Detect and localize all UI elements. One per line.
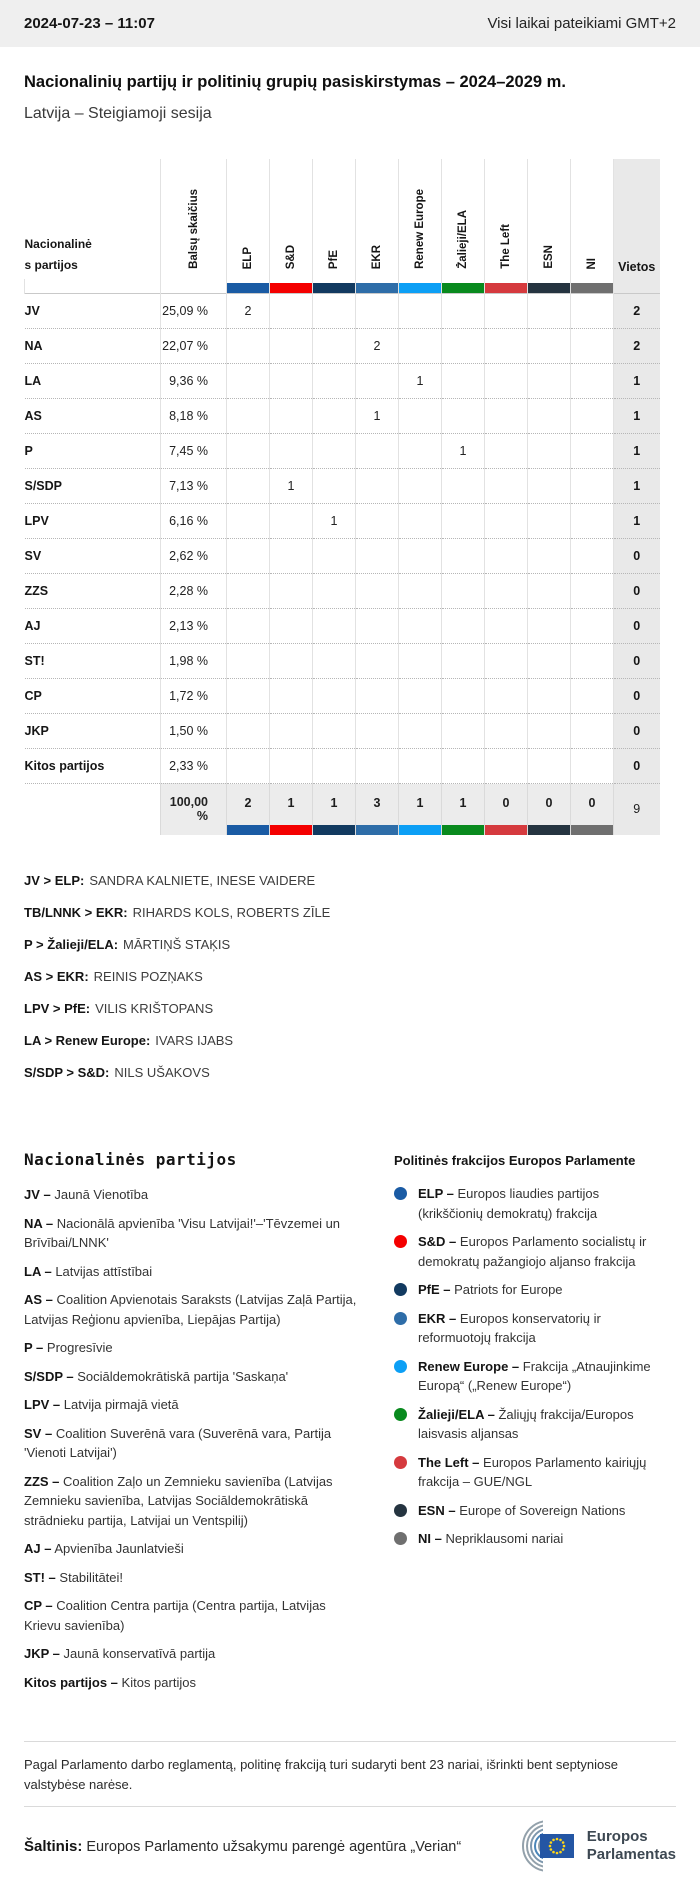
- group-cell: [528, 573, 571, 608]
- group-cell: [227, 748, 270, 783]
- group-color-bar: [399, 283, 441, 293]
- total-seats-cell: 9: [614, 783, 660, 835]
- group-color-bar: [442, 825, 484, 835]
- group-cell: [528, 748, 571, 783]
- group-cell: [485, 573, 528, 608]
- group-header-elp: ELP: [242, 246, 254, 269]
- group-legend-heading: Politinės frakcijos Europos Parlamente: [394, 1153, 636, 1168]
- votes-cell: 2,62 %: [161, 538, 227, 573]
- party-cell: ST!: [24, 653, 45, 668]
- table-row: [25, 748, 660, 783]
- group-cell: 1: [356, 398, 399, 433]
- group-cell: [356, 468, 399, 503]
- group-legend-item: PfE – Patriots for Europe: [394, 1280, 652, 1300]
- group-cell: [270, 398, 313, 433]
- group-cell: [571, 328, 614, 363]
- party-cell: LPV: [24, 513, 49, 528]
- group-cell: [227, 573, 270, 608]
- party-legend-item: LPV – Latvija pirmajā vietā: [24, 1397, 179, 1412]
- table-row: [25, 433, 660, 468]
- seats-cell: 0: [614, 643, 660, 678]
- group-cell: [399, 398, 442, 433]
- party-legend-item: SV – Coalition Suverēnā vara (Suverēnā vara, Partija 'Vienoti Latvijai'): [24, 1425, 332, 1460]
- group-header-ni: NI: [586, 257, 598, 269]
- party-cell: JKP: [24, 723, 49, 738]
- group-cell: [313, 538, 356, 573]
- party-cell: SV: [24, 548, 42, 563]
- group-cell: [528, 293, 571, 328]
- table-row: [25, 678, 660, 713]
- group-color-dot: [394, 1312, 407, 1325]
- first-col-header: Nacionalinės partijos: [24, 236, 92, 273]
- group-cell: [528, 643, 571, 678]
- group-cell: [356, 538, 399, 573]
- group-color-dot: [394, 1360, 407, 1373]
- seats-cell: 0: [614, 713, 660, 748]
- group-cell: [571, 643, 614, 678]
- group-cell: [356, 748, 399, 783]
- group-cell: [442, 643, 485, 678]
- votes-cell: 1,72 %: [161, 678, 227, 713]
- timezone-note: Visi laikai pateikiami GMT+2: [487, 15, 676, 32]
- votes-cell: 1,98 %: [161, 643, 227, 678]
- table-header-row: [25, 159, 660, 279]
- party-cell: JV: [24, 303, 40, 318]
- votes-cell: 2,28 %: [161, 573, 227, 608]
- total-group-cell: 0: [571, 783, 614, 835]
- group-cell: [571, 293, 614, 328]
- group-color-dot: [394, 1456, 407, 1469]
- party-legend-item: Kitos partijos – Kitos partijos: [24, 1674, 196, 1690]
- group-color-dot: [394, 1187, 407, 1200]
- seats-cell: 0: [614, 538, 660, 573]
- total-blank-cell: [25, 783, 161, 835]
- group-cell: [313, 713, 356, 748]
- group-cell: [313, 573, 356, 608]
- group-color-dot: [394, 1235, 407, 1248]
- group-cell: 1: [270, 468, 313, 503]
- group-header-sd: S&D: [285, 244, 297, 269]
- group-cell: [227, 678, 270, 713]
- group-cell: [270, 573, 313, 608]
- group-cell: [485, 678, 528, 713]
- group-cell: 1: [313, 503, 356, 538]
- group-cell: [399, 748, 442, 783]
- group-cell: [313, 643, 356, 678]
- group-cell: [356, 643, 399, 678]
- group-cell: [571, 713, 614, 748]
- party-legend-item: ST! – Stabilitātei!: [24, 1569, 124, 1585]
- group-cell: [485, 538, 528, 573]
- group-cell: [356, 678, 399, 713]
- party-legend-item: S/SDP – Sociāldemokrātiskā partija 'Saskaņa': [24, 1368, 289, 1384]
- group-cell: [313, 468, 356, 503]
- group-cell: [399, 713, 442, 748]
- total-group-cell: 3: [356, 783, 399, 835]
- footnote: Pagal Parlamento darbo reglamentą, politinę frakciją turi sudaryti bent 23 nariai, išrinkti bent septyniose valstybėse narėse.: [24, 1757, 618, 1792]
- seats-cell: 1: [614, 363, 660, 398]
- group-cell: [356, 573, 399, 608]
- ep-logo: [496, 1820, 676, 1872]
- party-legend-item: P – Progresīvie: [24, 1340, 113, 1355]
- group-cell: [270, 538, 313, 573]
- group-legend-item: NI – Nepriklausomi nariai: [394, 1529, 652, 1549]
- group-cell: [571, 433, 614, 468]
- legend-section: [24, 1150, 676, 1701]
- delegation-line: AS > EKR: REINIS POZŅAKS: [24, 969, 203, 984]
- group-cell: [442, 538, 485, 573]
- group-cell: [442, 608, 485, 643]
- group-cell: [528, 433, 571, 468]
- report-datetime: 2024-07-23 – 11:07: [24, 15, 155, 32]
- group-cell: [270, 713, 313, 748]
- table-row: [25, 363, 660, 398]
- delegation-line: S/SDP > S&D: NILS UŠAKOVS: [24, 1065, 210, 1080]
- group-cell: [528, 608, 571, 643]
- group-cell: [485, 468, 528, 503]
- group-cell: [442, 678, 485, 713]
- group-cell: [485, 363, 528, 398]
- group-color-bar: [399, 825, 441, 835]
- group-cell: [571, 468, 614, 503]
- group-color-bar: [313, 283, 355, 293]
- group-cell: [399, 328, 442, 363]
- seats-table: [24, 159, 660, 835]
- seats-cell: 1: [614, 503, 660, 538]
- group-cell: [227, 608, 270, 643]
- group-cell: [399, 293, 442, 328]
- group-color-bar: [442, 283, 484, 293]
- group-cell: [399, 608, 442, 643]
- group-cell: [313, 748, 356, 783]
- group-cell: [399, 503, 442, 538]
- votes-cell: 9,36 %: [161, 363, 227, 398]
- group-color-bar: [528, 825, 570, 835]
- votes-cell: 22,07 %: [161, 328, 227, 363]
- group-color-dot: [394, 1532, 407, 1545]
- party-legend-item: AS – Coalition Apvienotais Saraksts (Latvijas Zaļā Partija, Latvijas Reģionu apvienība, Liepājas Partija): [24, 1292, 357, 1327]
- seats-cell: 1: [614, 398, 660, 433]
- group-cell: [485, 503, 528, 538]
- seats-cell: 1: [614, 468, 660, 503]
- group-cell: [485, 608, 528, 643]
- delegation-line: JV > ELP: SANDRA KALNIETE, INESE VAIDERE: [24, 873, 316, 888]
- delegation-line: TB/LNNK > EKR: RIHARDS KOLS, ROBERTS ZĪLE: [24, 905, 331, 920]
- group-cell: [399, 573, 442, 608]
- group-cell: [227, 363, 270, 398]
- group-cell: [528, 363, 571, 398]
- group-cell: [571, 573, 614, 608]
- group-legend-item: The Left – Europos Parlamento kairiųjų frakcija – GUE/NGL: [394, 1453, 652, 1492]
- seats-cell: 2: [614, 328, 660, 363]
- group-color-dot: [394, 1504, 407, 1517]
- group-cell: [571, 538, 614, 573]
- party-cell: Kitos partijos: [24, 758, 105, 773]
- group-cell: [485, 328, 528, 363]
- group-color-bar: [485, 825, 527, 835]
- delegation-line: P > Žalieji/ELA: MĀRTIŅŠ STAĶIS: [24, 937, 231, 952]
- votes-header: Balsų skaičius: [187, 189, 200, 269]
- source-row: [24, 1815, 676, 1877]
- group-color-bar: [485, 283, 527, 293]
- group-legend-item: Renew Europe – Frakcija „Atnaujinkime Europą“ („Renew Europe“): [394, 1357, 652, 1396]
- group-cell: [227, 468, 270, 503]
- table-row: [25, 573, 660, 608]
- divider: [24, 1806, 676, 1807]
- votes-cell: 8,18 %: [161, 398, 227, 433]
- total-group-cell: 2: [227, 783, 270, 835]
- group-cell: [442, 748, 485, 783]
- group-cell: [399, 468, 442, 503]
- party-cell: ZZS: [24, 583, 49, 598]
- group-cell: [270, 328, 313, 363]
- group-color-bar: [528, 283, 570, 293]
- group-legend-item: Žalieji/ELA – Žaliųjų frakcija/Europos laisvasis aljansas: [394, 1405, 652, 1444]
- table-row: [25, 503, 660, 538]
- group-cell: [528, 468, 571, 503]
- group-cell: [442, 328, 485, 363]
- group-cell: [485, 433, 528, 468]
- group-cell: [485, 398, 528, 433]
- ep-hemicycle-flag-icon: [496, 1820, 580, 1872]
- group-color-bar: [571, 825, 613, 835]
- group-cell: [313, 433, 356, 468]
- group-cell: [399, 433, 442, 468]
- group-color-bar: [356, 825, 398, 835]
- group-cell: [528, 678, 571, 713]
- group-cell: [270, 643, 313, 678]
- group-color-dot: [394, 1408, 407, 1421]
- group-cell: [571, 398, 614, 433]
- group-cell: [227, 398, 270, 433]
- group-cell: [442, 363, 485, 398]
- total-group-cell: 1: [442, 783, 485, 835]
- total-row: [25, 783, 660, 835]
- group-cell: [356, 503, 399, 538]
- group-legend-item: EKR – Europos konservatorių ir reformuotojų frakcija: [394, 1309, 652, 1348]
- page-subtitle: Latvija – Steigiamoji sesija: [24, 105, 212, 122]
- source-line: Šaltinis: Europos Parlamento užsakymu parengė agentūra „Verian“: [24, 1837, 462, 1855]
- votes-cell: 6,16 %: [161, 503, 227, 538]
- total-group-cell: 0: [528, 783, 571, 835]
- group-cell: [270, 608, 313, 643]
- party-legend-heading: Nacionalinės partijos: [24, 1150, 237, 1169]
- group-cell: [270, 748, 313, 783]
- group-cell: [442, 713, 485, 748]
- total-group-cell: 0: [485, 783, 528, 835]
- group-cell: [313, 678, 356, 713]
- group-cell: [528, 398, 571, 433]
- seats-cell: 0: [614, 608, 660, 643]
- group-cell: [270, 363, 313, 398]
- group-cell: [485, 293, 528, 328]
- seats-cell: 1: [614, 433, 660, 468]
- party-legend-item: ZZS – Coalition Zaļo un Zemnieku savienība (Latvijas Zemnieku savienība, Latvijas Sociāldemokrātiskā strādnieku partija, Latvijai un Ventspilij): [24, 1473, 333, 1528]
- group-cell: [442, 398, 485, 433]
- party-cell: LA: [24, 373, 42, 388]
- seats-cell: 2: [614, 293, 660, 328]
- group-header-greens: Žalieji/ELA: [457, 210, 469, 269]
- total-votes-cell: 100,00 %: [161, 783, 227, 835]
- votes-cell: 2,13 %: [161, 608, 227, 643]
- group-legend-item: S&D – Europos Parlamento socialistų ir demokratų pažangiojo aljanso frakcija: [394, 1232, 652, 1271]
- group-cell: [485, 643, 528, 678]
- group-cell: [227, 713, 270, 748]
- party-cell: P: [24, 443, 33, 458]
- table-row: [25, 293, 660, 328]
- group-header-esn: ESN: [543, 245, 555, 269]
- group-legend-item: ELP – Europos liaudies partijos (krikščionių demokratų) frakcija: [394, 1184, 652, 1223]
- party-cell: CP: [24, 688, 42, 703]
- table-row: [25, 328, 660, 363]
- group-cell: [571, 503, 614, 538]
- group-color-bar: [356, 283, 398, 293]
- party-legend-item: JV – Jaunā Vienotība: [24, 1187, 149, 1202]
- page-title: Nacionalinių partijų ir politinių grupių pasiskirstymas – 2024–2029 m.: [24, 73, 566, 91]
- group-cell: 1: [442, 433, 485, 468]
- party-legend-item: AJ – Apvienība Jaunlatvieši: [24, 1541, 184, 1556]
- group-cell: [227, 503, 270, 538]
- group-cell: [227, 328, 270, 363]
- group-color-bar: [227, 283, 269, 293]
- group-cell: [313, 363, 356, 398]
- party-cell: AS: [24, 408, 42, 423]
- group-cell: [571, 608, 614, 643]
- group-cell: [356, 433, 399, 468]
- group-cell: [528, 503, 571, 538]
- ep-logo-text: Europos Parlamentas: [586, 1828, 676, 1863]
- group-cell: [356, 363, 399, 398]
- group-color-bar: [270, 283, 312, 293]
- group-cell: [442, 503, 485, 538]
- group-cell: 2: [227, 293, 270, 328]
- votes-cell: 7,13 %: [161, 468, 227, 503]
- party-cell: NA: [24, 338, 43, 353]
- group-cell: [485, 713, 528, 748]
- party-legend-item: CP – Coalition Centra partija (Centra partija, Latvijas Krievu savienība): [24, 1598, 326, 1633]
- group-legend-item: ESN – Europe of Sovereign Nations: [394, 1501, 652, 1521]
- delegations-list: [24, 873, 676, 1080]
- seats-cell: 0: [614, 573, 660, 608]
- table-row: [25, 468, 660, 503]
- party-cell: AJ: [24, 618, 41, 633]
- group-header-left: The Left: [500, 224, 512, 269]
- group-cell: [485, 748, 528, 783]
- group-cell: [442, 573, 485, 608]
- votes-cell: 2,33 %: [161, 748, 227, 783]
- total-group-cell: 1: [270, 783, 313, 835]
- table-row: [25, 713, 660, 748]
- delegation-line: LA > Renew Europe: IVARS IJABS: [24, 1033, 234, 1048]
- group-cell: [313, 608, 356, 643]
- group-cell: [313, 293, 356, 328]
- table-row: [25, 398, 660, 433]
- group-cell: [356, 713, 399, 748]
- votes-cell: 7,45 %: [161, 433, 227, 468]
- group-header-renew: Renew Europe: [414, 189, 426, 269]
- group-cell: [356, 293, 399, 328]
- party-legend-item: NA – Nacionālā apvienība 'Visu Latvijai!'–'Tēvzemei un Brīvībai/LNNK': [24, 1215, 341, 1250]
- party-legend-item: LA – Latvijas attīstībai: [24, 1263, 153, 1279]
- delegation-line: LPV > PfE: VILIS KRIŠTOPANS: [24, 1001, 214, 1016]
- group-cell: [356, 608, 399, 643]
- party-cell: S/SDP: [24, 478, 63, 493]
- seats-cell: 0: [614, 678, 660, 713]
- group-cell: 1: [399, 363, 442, 398]
- group-cell: [270, 503, 313, 538]
- group-cell: [399, 643, 442, 678]
- group-cell: [399, 538, 442, 573]
- total-group-cell: 1: [399, 783, 442, 835]
- table-row: [25, 538, 660, 573]
- group-header-ekr: EKR: [371, 244, 383, 269]
- group-cell: [313, 398, 356, 433]
- group-color-bar: [571, 283, 613, 293]
- group-cell: [571, 678, 614, 713]
- group-cell: 2: [356, 328, 399, 363]
- top-bar: [0, 0, 700, 47]
- group-cell: [270, 293, 313, 328]
- group-cell: [442, 468, 485, 503]
- group-cell: [571, 363, 614, 398]
- seats-cell: 0: [614, 748, 660, 783]
- total-group-cell: 1: [313, 783, 356, 835]
- group-cell: [528, 538, 571, 573]
- group-color-bar: [313, 825, 355, 835]
- votes-cell: 25,09 %: [161, 293, 227, 328]
- group-cell: [442, 293, 485, 328]
- party-legend-item: JKP – Jaunā konservatīvā partija: [24, 1646, 216, 1661]
- group-color-bar-row: [25, 279, 660, 293]
- group-cell: [313, 328, 356, 363]
- group-cell: [528, 328, 571, 363]
- party-legend: [24, 1150, 394, 1701]
- group-color-dot: [394, 1283, 407, 1296]
- group-cell: [270, 678, 313, 713]
- group-cell: [227, 433, 270, 468]
- group-header-pfe: PfE: [328, 249, 340, 269]
- seats-header: Vietos: [618, 260, 656, 274]
- group-cell: [571, 748, 614, 783]
- table-row: [25, 608, 660, 643]
- group-color-bar: [227, 825, 269, 835]
- group-cell: [227, 643, 270, 678]
- table-row: [25, 643, 660, 678]
- group-legend: [394, 1150, 652, 1558]
- group-cell: [227, 538, 270, 573]
- group-color-bar: [270, 825, 312, 835]
- group-cell: [270, 433, 313, 468]
- group-cell: [399, 678, 442, 713]
- group-cell: [528, 713, 571, 748]
- divider: [24, 1741, 676, 1742]
- votes-cell: 1,50 %: [161, 713, 227, 748]
